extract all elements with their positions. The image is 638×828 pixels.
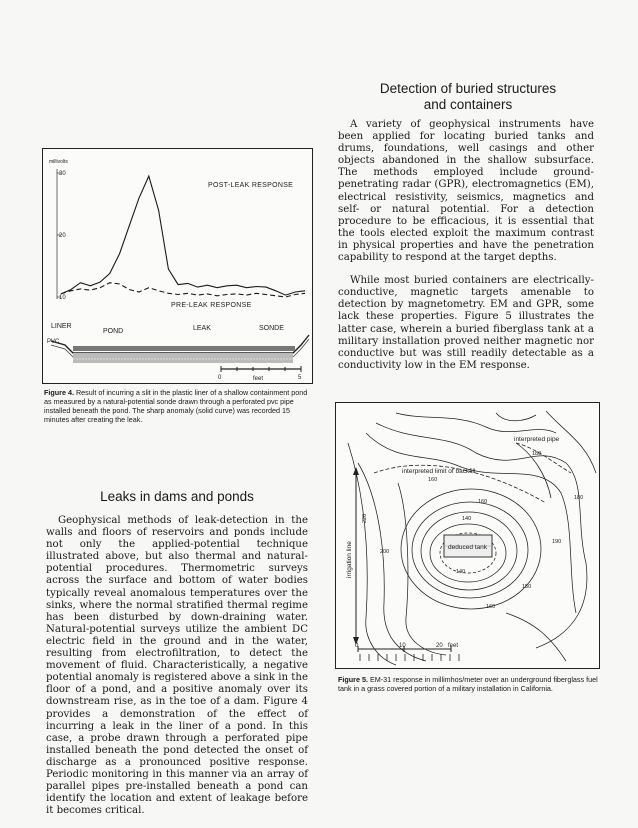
pre-leak-series-line [61, 283, 305, 297]
figure-5 [335, 402, 600, 669]
section-heading-detection: Detection of buried structures and containers [379, 81, 557, 112]
post-leak-label: POST-LEAK RESPONSE [208, 182, 294, 189]
pvc-label: PVC [47, 339, 60, 345]
post-leak-series-line [61, 176, 305, 295]
interpreted-backfill-label: interpreted limit of backfill [402, 468, 476, 475]
scale-20: 20 [436, 643, 443, 649]
caption-text: Result of incurring a slit in the plastic liner of a shallow containment pond as measured by a natural-potential sonde drawn through a perforated pvc pipe installed beneath the pond. The sharp anomaly (solid curve) was recorded 15 minutes after creating the leak. [44, 388, 308, 424]
leaks-body-text [46, 515, 308, 828]
sonde-label: SONDE [259, 325, 284, 332]
y-tick-label: 10 [59, 295, 66, 301]
contour-label: 160 [478, 499, 488, 505]
liner-label: LINER [51, 323, 72, 330]
contour-label: 150 [522, 584, 532, 590]
contour-label: 140 [456, 569, 466, 575]
figure-4-chart [43, 149, 312, 383]
irrigation-line-label: irrigation line [346, 541, 353, 578]
scale-10: 10 [399, 643, 406, 649]
contour-label: 160 [486, 604, 496, 610]
contour-label: 180 [574, 495, 584, 501]
y-unit-label: millivolts [49, 159, 68, 165]
pre-leak-label: PRE-LEAK RESPONSE [171, 302, 252, 309]
scale-0: 0 [218, 375, 222, 381]
contour-label: 160 [428, 477, 438, 483]
caption-label: Figure 5. [338, 675, 368, 684]
pond-label: POND [103, 328, 124, 335]
paragraph: Geophysical methods of leak-detection in the walls and floors of reservoirs and ponds include not only the applied-potential technique illustrated above, but also thermal and natural-potential procedures. Thermometric surveys across the surface and bottom of water bodies typically reveal anomalous temperatures over the sinks, where the normal stratified thermal regime has been disturbed by down-draining water. Natural-potential surveys utilize the ambient DC electric field in the ground and in the water, resulting from electrofiltration, to detect the movement of fluid. Characteristically, a negative potential anomaly is registered above a sink in the floor of a pond, and a positive anomaly over its downstream rise, as in the toe of a dam. Figure 4 provides a demonstration of the effect of incurring a leak in the liner of a pond. In this case, a probe drawn through a perforated pipe installed beneath the pond detected the onset of discharge as a pronounced positive response. Periodic monitoring in this manner via an array of parallel pipes pre-installed beneath a pond can identify the location and extent of leakage before it becomes critical. [46, 515, 308, 817]
paragraph: A variety of geophysical instruments have been applied for locating buried tanks and drums, foundations, well casings and other objects abandoned in the shallow subsurface. The methods employed include ground-penetrating radar (GPR), electromagnetics (EM), electrical resistivity, seismics, magnetics and self- or natural potential. For a detection procedure to be efficacious, it is essential that the tools elected exploit the maximum contrast in physical properties and have the penetration capability to respond at the target depths. [338, 119, 594, 264]
y-tick-label: 30 [59, 171, 66, 177]
figure-4 [42, 148, 313, 384]
scale-5: 5 [298, 375, 302, 381]
scale-0: 0 [355, 643, 359, 649]
y-tick-label: 20 [59, 233, 66, 239]
deduced-tank-label: deduced tank [448, 544, 488, 551]
figure-4-caption [44, 388, 312, 424]
contour-label: 220 [362, 513, 368, 523]
scale-unit: feet [448, 643, 459, 649]
contour-label: 200 [380, 549, 390, 555]
contour-label: 190 [552, 539, 562, 545]
chart-series-group [61, 176, 305, 297]
scale-unit: feet [253, 376, 264, 382]
detection-body-text [338, 119, 594, 383]
figure-5-caption [338, 675, 600, 693]
contour-label: 140 [462, 516, 472, 522]
caption-text: EM-31 response in millimhos/meter over an underground fiberglass fuel tank in a grass covered portion of a military installation in California. [338, 675, 598, 693]
paragraph: While most buried containers are electrically-conductive, magnetic targets amenable to detection by magnetometry. EM and GPR, some lack these properties. Figure 5 illustrates the latter case, wherein a buried fiberglass tank at a military installation proved neither magnetic nor conductive but was still readily detectable as a conductivity low in the EM response. [338, 275, 594, 371]
section-heading-leaks: Leaks in dams and ponds [100, 489, 254, 504]
pond-cross-section [51, 335, 309, 363]
scale-bar [221, 366, 301, 372]
contour-label: 180 [532, 451, 542, 457]
leak-label: LEAK [193, 325, 211, 332]
figure-5-map [336, 403, 599, 668]
interpreted-pipe-label: interpreted pipe [514, 436, 560, 443]
caption-label: Figure 4. [44, 388, 74, 397]
pipe [73, 346, 295, 351]
